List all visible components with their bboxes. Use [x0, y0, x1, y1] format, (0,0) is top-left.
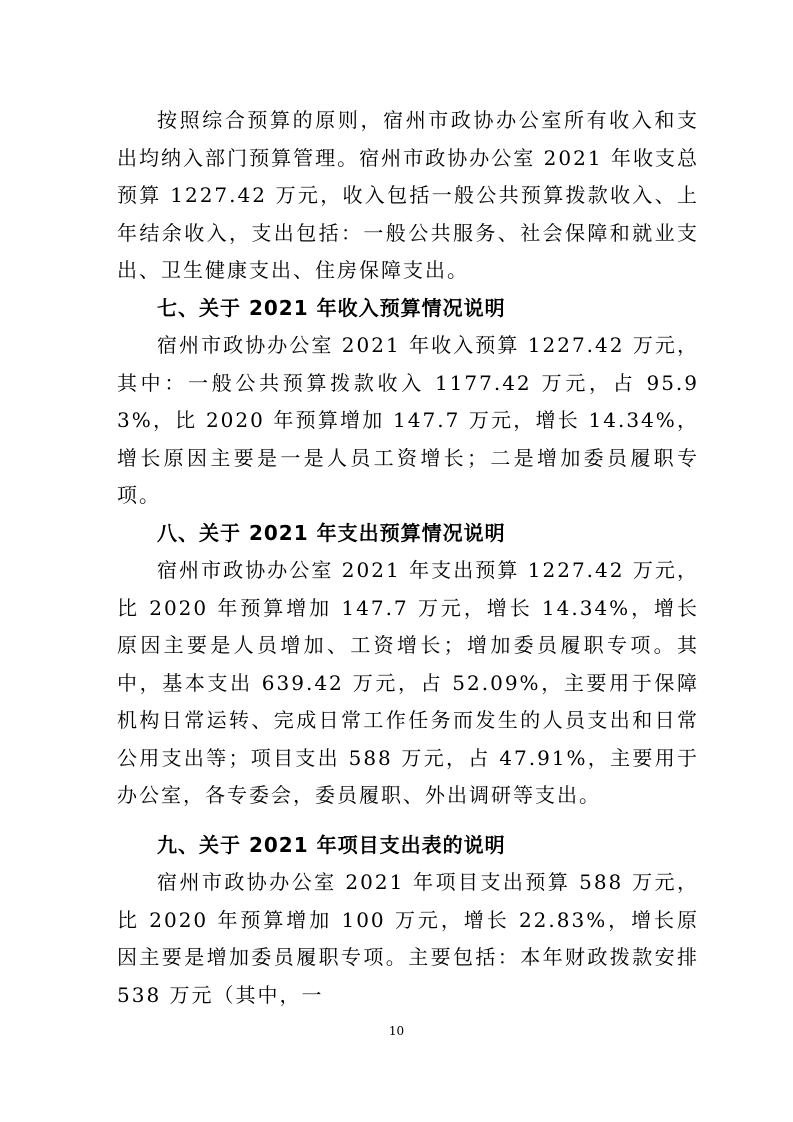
paragraph-project-expense: 宿州市政协办公室 2021 年项目支出预算 588 万元，比 2020 年预算增加 100 万元，增长 22.83%，增长原因主要是增加委员履职专项。主要包括：本年财政拨款安排 538 万元（其中，一	[117, 870, 699, 1007]
heading-project-expense: 九、关于 2021 年项目支出表的说明	[157, 832, 506, 857]
heading-expense-budget: 八、关于 2021 年支出预算情况说明	[157, 520, 506, 545]
paragraph-income-budget: 宿州市政协办公室 2021 年收入预算 1227.42 万元，其中：一般公共预算拨款收入 1177.42 万元，占 95.93%，比 2020 年预算增加 147.7 万元，增长 14.34%，增长原因主要是一是人员工资增长；二是增加委员履职专项。	[117, 333, 699, 507]
page-number: 10	[388, 1024, 405, 1038]
paragraph-budget-principle: 按照综合预算的原则，宿州市政协办公室所有收入和支出均纳入部门预算管理。宿州市政协办公室 2021 年收支总预算 1227.42 万元，收入包括一般公共预算拨款收入、上年结余收入，支出包括：一般公共服务、社会保障和就业支出、卫生健康支出、住房保障支出。	[117, 108, 699, 282]
heading-income-budget: 七、关于 2021 年收入预算情况说明	[157, 295, 506, 320]
section-gap	[117, 815, 699, 827]
paragraph-expense-budget: 宿州市政协办公室 2021 年支出预算 1227.42 万元，比 2020 年预算增加 147.7 万元，增长 14.34%，增长原因主要是人员增加、工资增长；增加委员履职专项。其中，基本支出 639.42 万元，占 52.09%，主要用于保障机构日常运转、完成日常工作任务而发生的人员支出和日常公用支出等；项目支出 588 万元，占 47.91%，主要用于办公室，各专委会，委员履职、外出调研等支出。	[117, 558, 699, 807]
document-body	[117, 102, 699, 1014]
